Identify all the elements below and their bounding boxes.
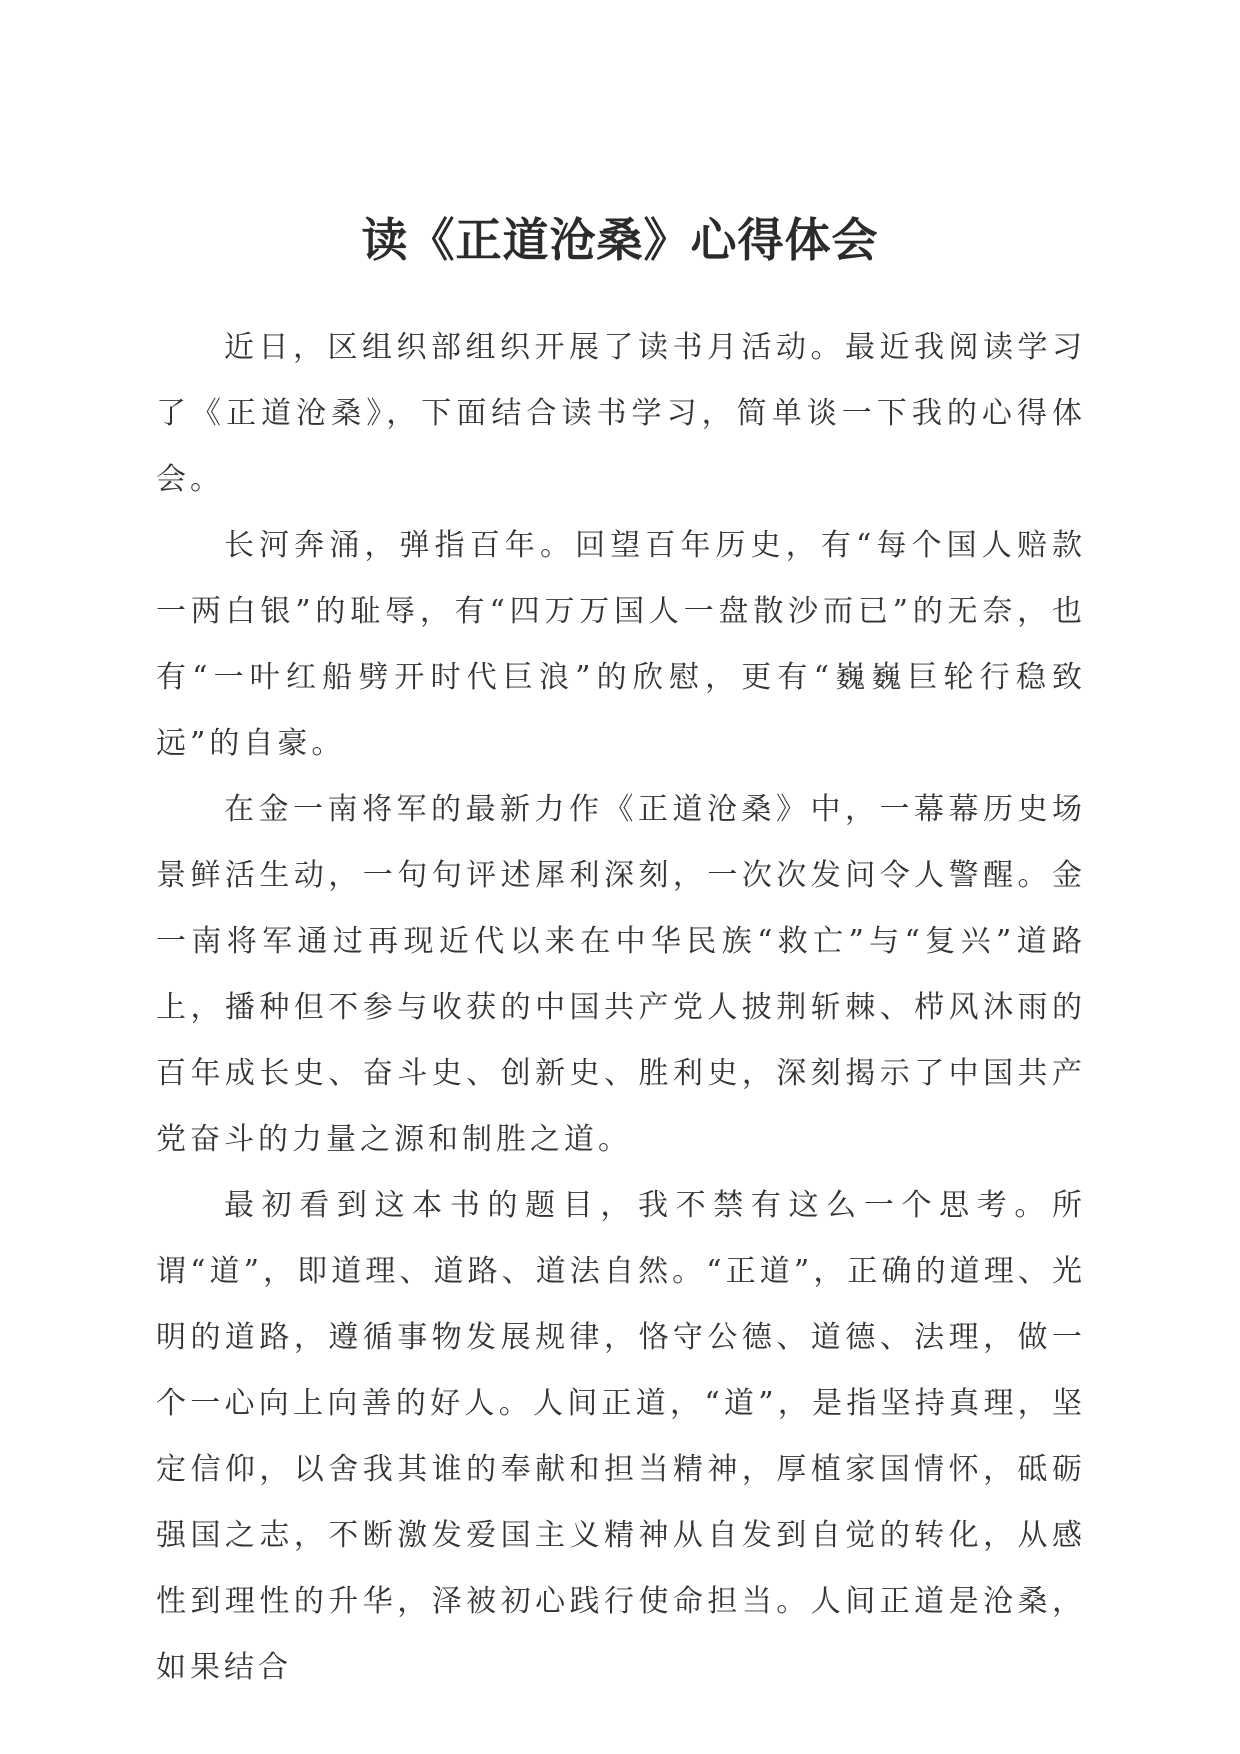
paragraph-book-summary: 在金一南将军的最新力作《正道沧桑》中，一幕幕历史场景鲜活生动，一句句评述犀利深刻，一次次发问令人警醒。金一南将军通过再现近代以来在中华民族“救亡”与“复兴”道路上，播种但不参与收获的中国共产党人披荆斩棘、栉风沐雨的百年成长史、奋斗史、创新史、胜利史，深刻揭示了中国共产党奋斗的力量之源和制胜之道。 — [156, 792, 1086, 1157]
paragraph-reflection: 最初看到这本书的题目，我不禁有这么一个思考。所谓“道”，即道理、道路、道法自然。“正道”，正确的道理、光明的道路，遵循事物发展规律，恪守公德、道德、法理，做一个一心向上向善的好人。人间正道，“道”，是指坚持真理，坚定信仰，以舍我其谁的奉献和担当精神，厚植家国情怀，砥砺强国之志，不断激发爱国主义精神从自发到自觉的转化，从感性到理性的升华，泽被初心践行使命担当。人间正道是沧桑，如果结合 — [156, 1188, 1086, 1685]
paragraph-history: 长河奔涌，弹指百年。回望百年历史，有“每个国人赔款一两白银”的耻辱，有“四万万国人一盘散沙而已”的无奈，也有“一叶红船劈开时代巨浪”的欣慰，更有“巍巍巨轮行稳致远”的自豪。 — [156, 528, 1086, 761]
paragraph-intro: 近日，区组织部组织开展了读书月活动。最近我阅读学习了《正道沧桑》，下面结合读书学习，简单谈一下我的心得体会。 — [156, 330, 1086, 497]
document-title: 读《正道沧桑》心得体会 — [361, 213, 879, 267]
document-body — [156, 315, 1086, 1701]
